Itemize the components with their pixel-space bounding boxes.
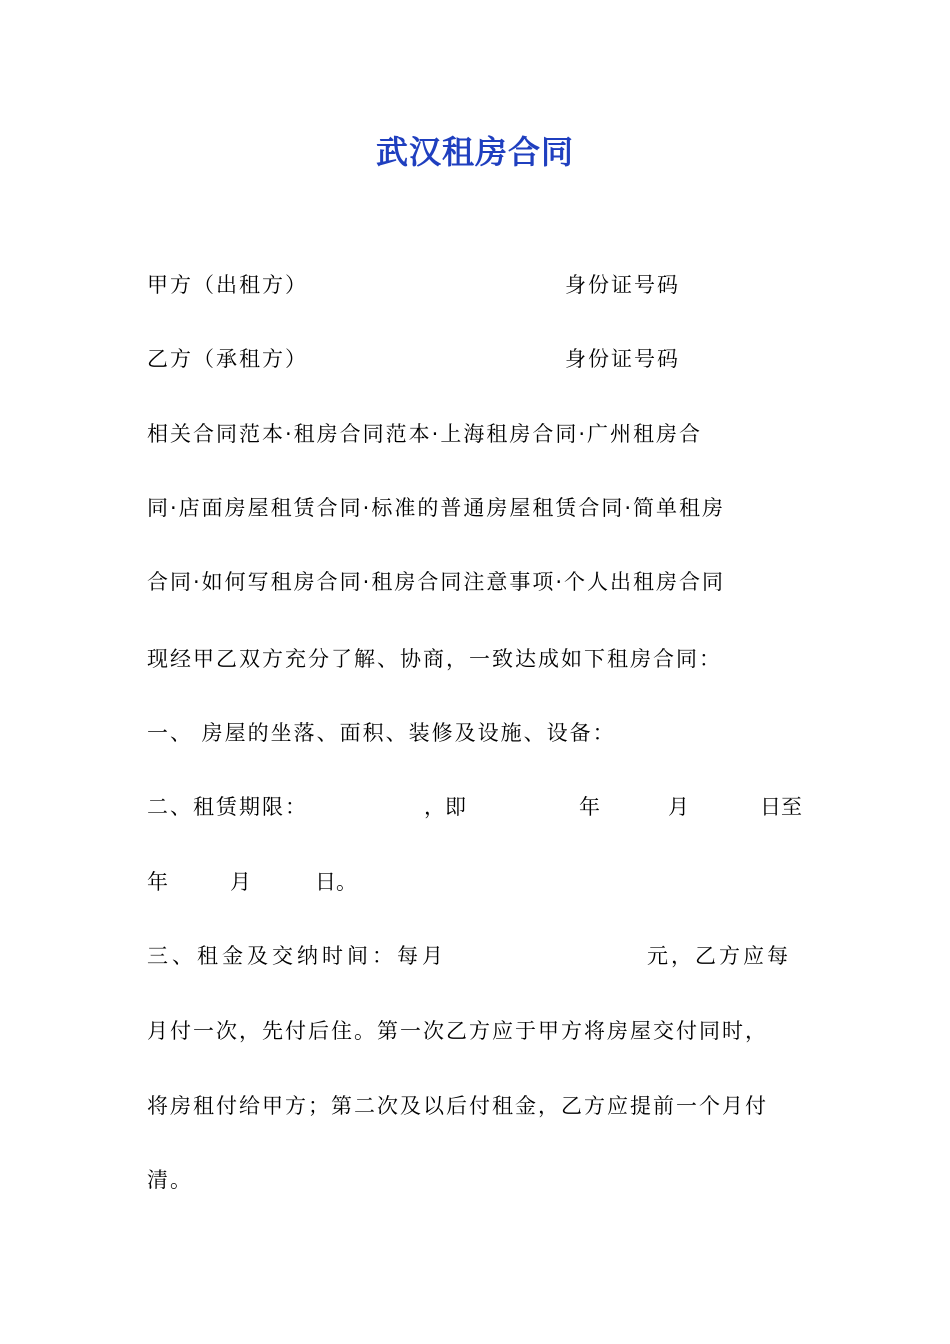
- clause-3-line-3: 将房租付给甲方；第二次及以后付租金，乙方应提前一个月付: [147, 1094, 768, 1118]
- clause-2-day-to: 日至: [760, 795, 802, 819]
- clause-1: 一、 房屋的坐落、面积、装修及设施、设备：: [147, 721, 616, 745]
- clause-3-line-2: 月付一次，先付后住。第一次乙方应于甲方将房屋交付同时，: [147, 1019, 768, 1043]
- related-links-line-1: 相关合同范本·租房合同范本·上海租房合同·广州租房合: [147, 422, 703, 446]
- related-links-line-2: 同·店面房屋租赁合同·标准的普通房屋租赁合同·简单租房: [147, 496, 726, 520]
- clause-2-month: 月: [668, 795, 689, 819]
- party-b-label: 乙方（承租方）: [147, 347, 308, 371]
- clause-3-line-4: 清。: [147, 1168, 193, 1192]
- clause-2-ji: ，即: [424, 795, 466, 819]
- clause-3-yuan: 元，乙方应每: [647, 944, 791, 968]
- party-b-id-label: 身份证号码: [565, 347, 680, 371]
- intro-text: 现经甲乙双方充分了解、协商，一致达成如下租房合同：: [147, 647, 722, 671]
- clause-2-end-day: 日。: [315, 870, 357, 894]
- party-a-id-label: 身份证号码: [565, 273, 680, 297]
- clause-2-year: 年: [579, 795, 600, 819]
- page-title: 武汉租房合同: [375, 133, 574, 171]
- related-links-line-3: 合同·如何写租房合同·租房合同注意事项·个人出租房合同: [147, 570, 726, 594]
- clause-2-label: 二、租赁期限：: [147, 795, 308, 819]
- clause-3-label: 三、租金及交纳时间：每月: [147, 944, 447, 968]
- party-a-label: 甲方（出租方）: [147, 273, 308, 297]
- clause-2-end-month: 月: [230, 870, 251, 894]
- clause-2-end-year: 年: [147, 870, 168, 894]
